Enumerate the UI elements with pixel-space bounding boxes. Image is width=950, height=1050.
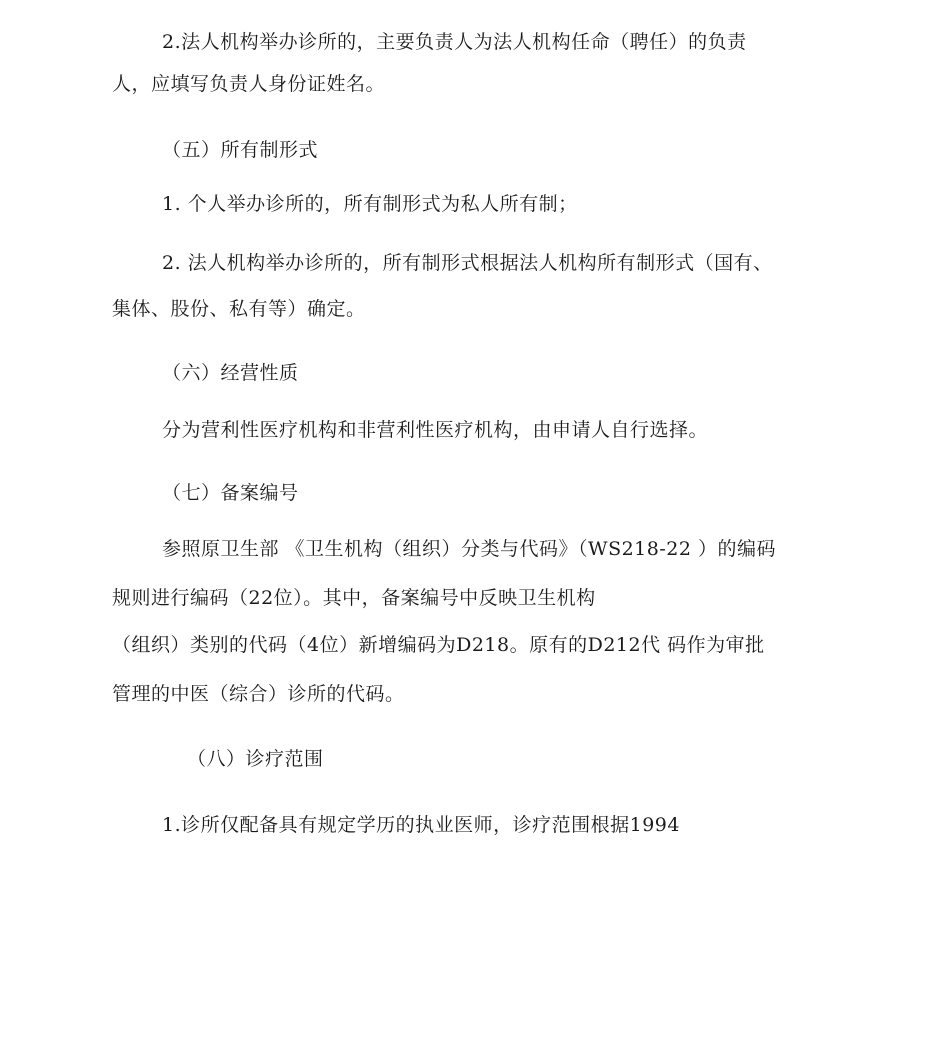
paragraph-line: 1. 个人举办诊所的，所有制形式为私人所有制； <box>162 193 578 215</box>
paragraph-line: 2.法人机构举办诊所的，主要负责人为法人机构任命（聘任）的负责 <box>162 31 747 53</box>
section-heading: （五）所有制形式 <box>162 139 319 161</box>
paragraph-line: 1.诊所仅配备具有规定学历的执业医师，诊疗范围根据1994 <box>162 814 680 836</box>
paragraph-line: 参照原卫生部 《卫生机构（组织）分类与代码》（WS218-22 ）的编码 <box>162 538 776 560</box>
paragraph-line: 管理的中医（综合）诊所的代码。 <box>112 683 405 705</box>
paragraph-line: 集体、股份、私有等）确定。 <box>112 298 366 320</box>
section-heading: （八）诊疗范围 <box>187 748 324 770</box>
paragraph-line: （组织）类别的代码（4位）新增编码为D218。原有的D212代 码作为审批 <box>112 634 765 656</box>
section-heading: （六）经营性质 <box>162 362 299 384</box>
paragraph-line: 规则进行编码（22位）。其中，备案编号中反映卫生机构 <box>112 587 596 609</box>
section-heading: （七）备案编号 <box>162 482 299 504</box>
paragraph-line: 2. 法人机构举办诊所的，所有制形式根据法人机构所有制形式（国有、 <box>162 252 773 274</box>
paragraph-line: 分为营利性医疗机构和非营利性医疗机构，由申请人自行选择。 <box>162 419 709 441</box>
paragraph-line: 人，应填写负责人身份证姓名。 <box>112 73 386 95</box>
